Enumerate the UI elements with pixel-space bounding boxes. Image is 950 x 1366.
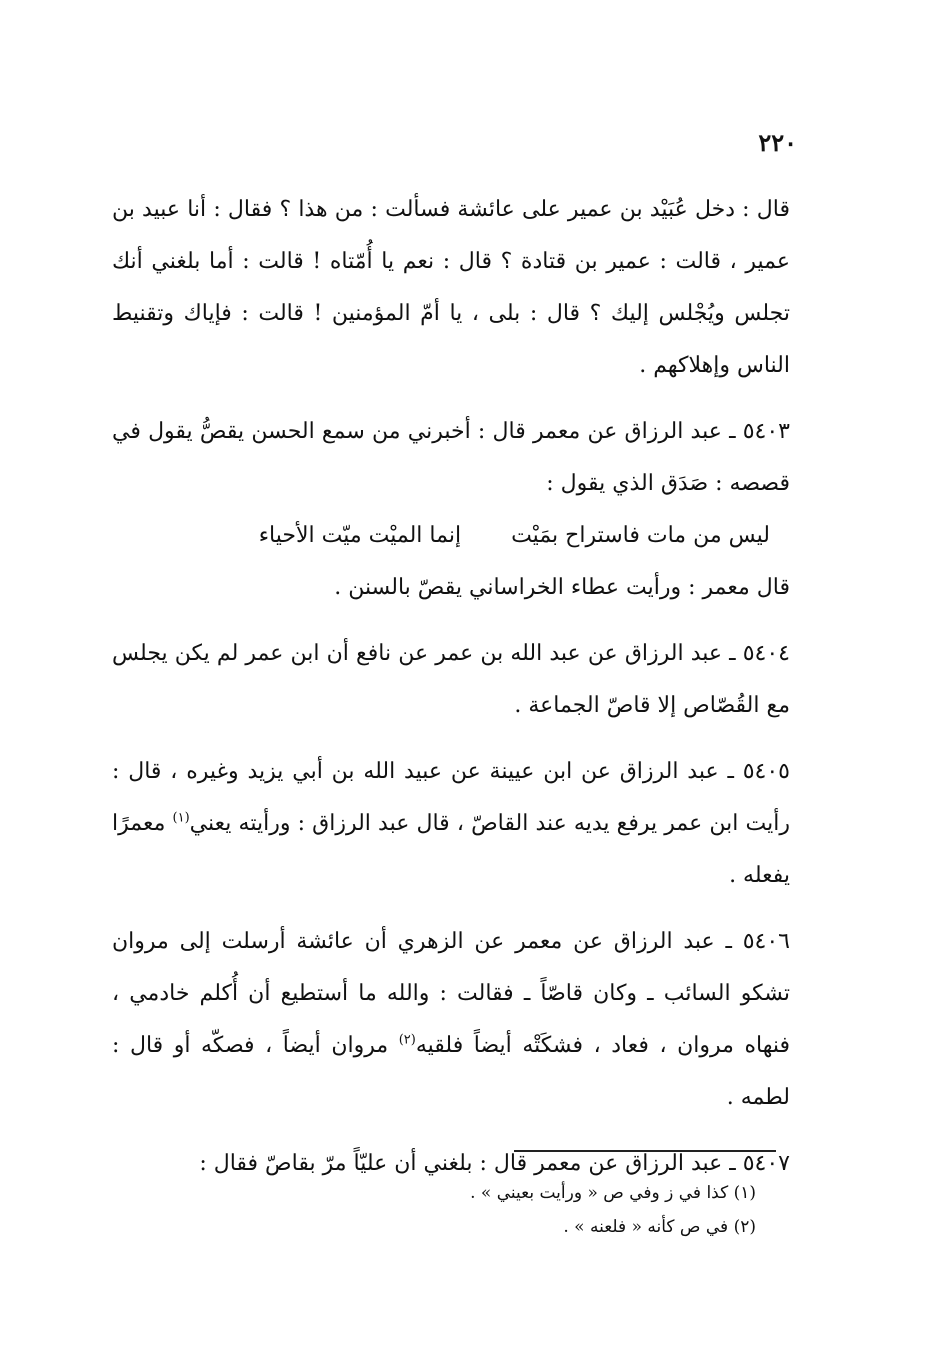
paragraph-5404: ٥٤٠٤ ـ عبد الرزاق عن عبد الله بن عمر عن نافع أن ابن عمر لم يكن يجلس مع القُصّاص إلا قاصّ الجماعة . [112,641,790,718]
page-number: ٢٢٠ [758,128,797,157]
paragraph-5405-tail: معمرًا يفعله . [112,811,790,888]
paragraph-5406-tail: مروان أيضاً ، فصكّه أو قال : لطمه . [112,1033,790,1110]
paragraph-5403-continuation: قال معمر : ورأيت عطاء الخراساني يقصّ بالسنن . [334,575,790,600]
poem-verse [112,510,790,562]
poem-hemistich-first: ليس من مات فاستراح بمَيْت [511,523,770,548]
paragraph-5407: ٥٤٠٧ ـ عبد الرزاق عن معمر قال : بلغني أن عليّاً مرّ بقاصّ فقال : [199,1151,790,1176]
poem-hemistich-second: إنما الميْت ميّت الأحياء [258,523,462,548]
paragraph-5403: ٥٤٠٣ ـ عبد الرزاق عن معمر قال : أخبرني من سمع الحسن يقصُّ يقول في قصصه : صَدَق الذي يقول : [112,419,790,496]
footnote-separator [514,1150,776,1152]
paragraph-5405-text: ٥٤٠٥ ـ عبد الرزاق عن ابن عيينة عن عبيد الله بن أبي يزيد وغيره ، قال : رأيت ابن عمر يرفع يديه عند القاصّ ، قال عبد الرزاق : ورأيته يعني [112,759,790,836]
paragraph-5406 [112,916,790,1124]
main-text [112,184,790,1190]
footnotes [300,1176,756,1244]
paragraph-5405 [112,746,790,902]
footnote-1: (١) كذا في ز وفي ص « ورأيت بعيني » . [470,1183,756,1203]
footnote-2: (٢) في ص كأنه « فلعنه » . [563,1217,756,1237]
footnote-mark-1[interactable]: (١) [172,810,190,826]
footnote-mark-2[interactable]: (٢) [398,1032,416,1048]
paragraph-5406-text: ٥٤٠٦ ـ عبد الرزاق عن معمر عن الزهري أن عائشة أرسلت إلى مروان تشكو السائب ـ وكان قاصّاً ـ فقالت : والله ما أستطيع أن أُكلم خادمي ، فنهاه مروان ، فعاد ، فشكَتْه أيضاً فلقيه [112,929,790,1058]
paragraph-opening: قال : دخل عُبَيْد بن عمير على عائشة فسألت : من هذا ؟ فقال : أنا عبيد بن عمير ، قالت : عمير بن قتادة ؟ قال : نعم يا أُمّتاه ! قالت : أما بلغني أنك تجلس ويُجْلس إليك ؟ قال : بلى ، يا أمّ المؤمنين ! قالت : فإياك وتقنيط الناس وإهلاكهم . [112,197,790,378]
